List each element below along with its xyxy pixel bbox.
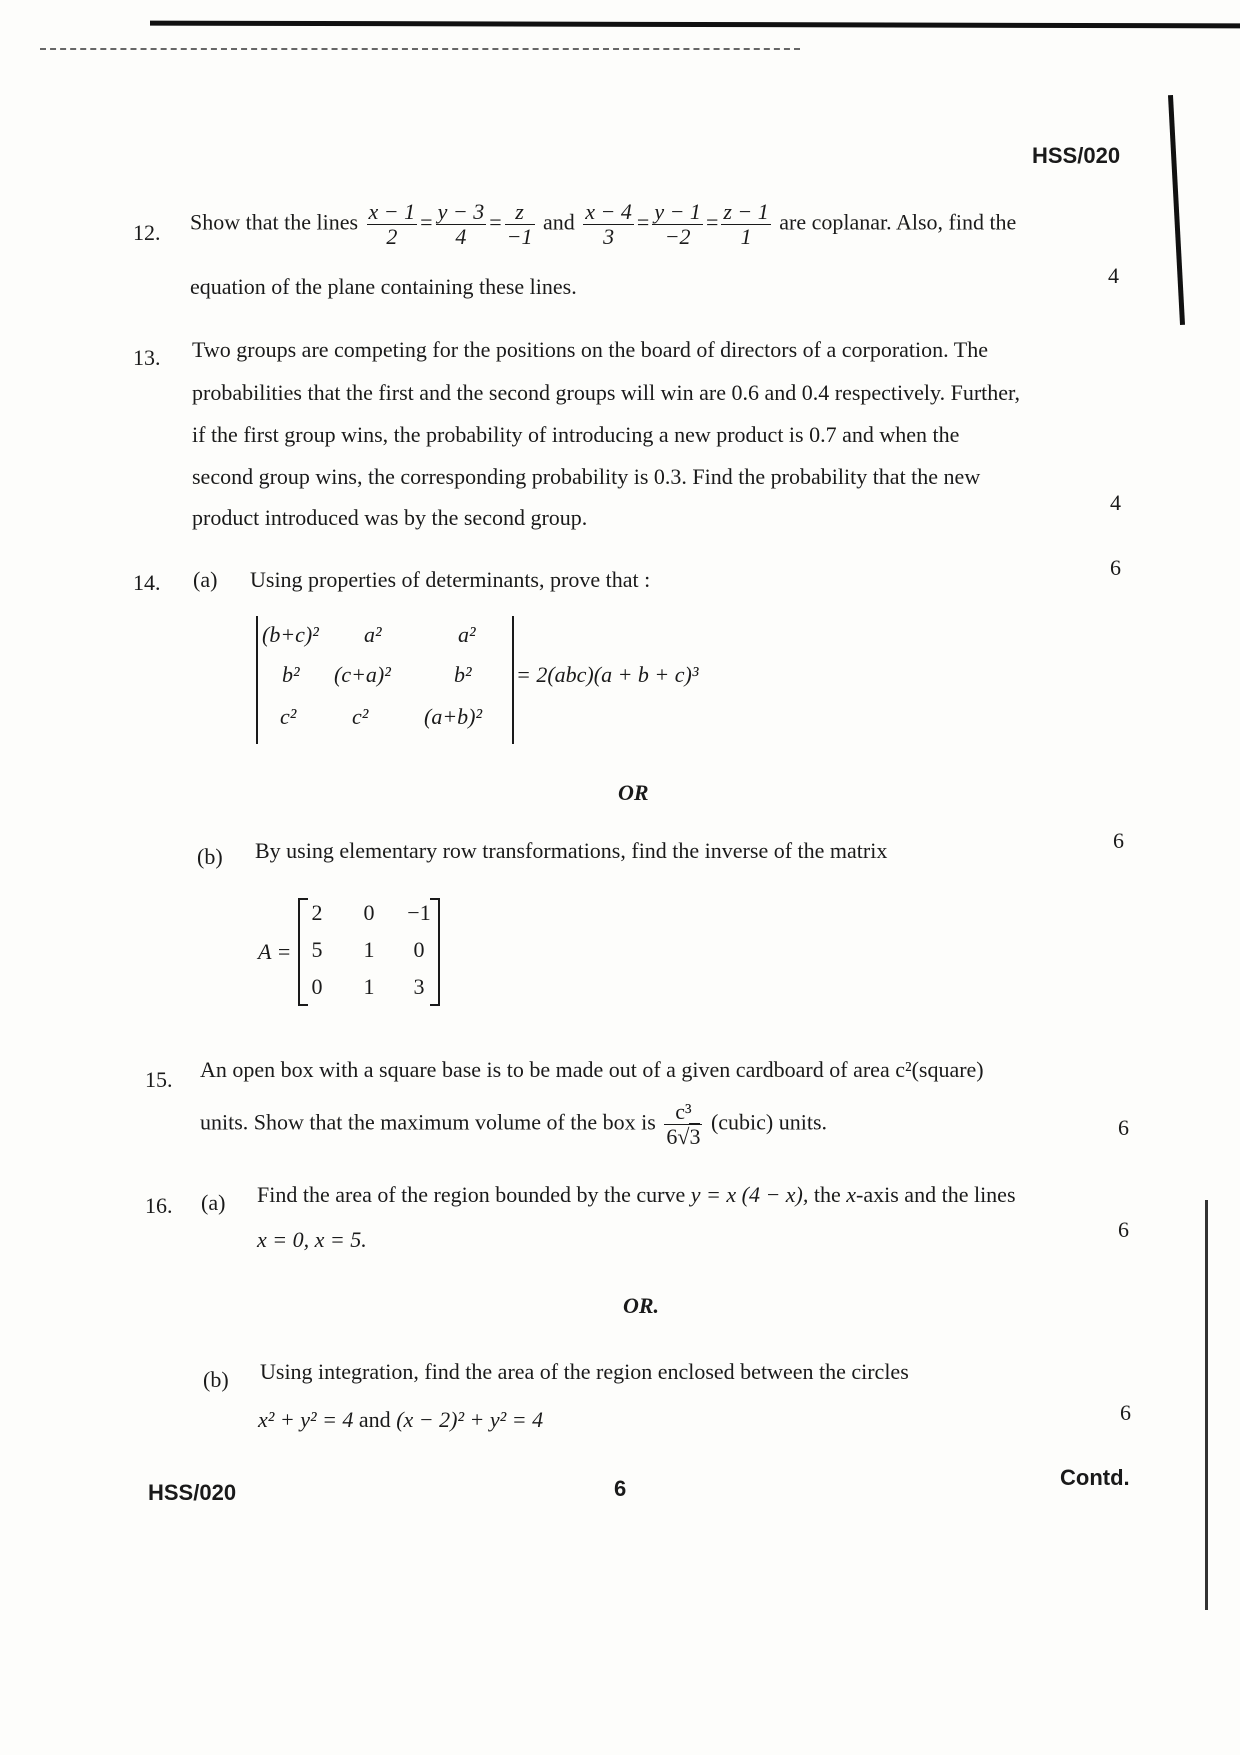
- q16a-text-3: -axis and the lines: [856, 1182, 1016, 1207]
- q14b-label: (b): [197, 844, 223, 869]
- q13-marks: 4: [1110, 490, 1121, 515]
- det-rhs: = 2(abc)(a + b + c)³: [516, 662, 699, 687]
- q14-number: 14.: [133, 570, 161, 595]
- matrix-cell: 3: [413, 974, 425, 999]
- q14-or: OR: [618, 780, 649, 805]
- det-cell: b²: [454, 662, 472, 687]
- matrix-cell: 1: [363, 974, 375, 999]
- top-dashed-rule: [40, 48, 800, 50]
- q16a-var: x: [846, 1182, 857, 1207]
- det-cell: b²: [282, 662, 300, 687]
- q12-text-1: Show that the lines: [190, 209, 359, 235]
- q16a-marks: 6: [1118, 1217, 1129, 1242]
- q13-line5: product introduced was by the second group.: [192, 505, 588, 530]
- q13-line1: Two groups are competing for the positions on the board of directors of a corporation. The: [192, 337, 988, 362]
- q12-fraction-6: $\frac{z - 1}{1}$: [723, 199, 769, 249]
- q12-and: and: [543, 209, 575, 235]
- q16b-marks: 6: [1120, 1400, 1131, 1425]
- q16a-line1: [257, 1180, 1016, 1210]
- det-cell: (b+c)²: [262, 622, 319, 647]
- q16a-text-1: Find the area of the region bounded by the curve: [257, 1182, 686, 1207]
- q16a-equation: y = x (4 − x),: [690, 1182, 809, 1207]
- q13-number: 13.: [133, 345, 161, 370]
- q15-marks: 6: [1118, 1115, 1129, 1140]
- matrix-name: A =: [258, 939, 292, 964]
- q12-fraction-3: $\frac{z}{-1}$: [506, 199, 533, 249]
- matrix-cell: 1: [363, 937, 375, 962]
- q13-line2: probabilities that the first and the second groups will win are 0.6 and 0.4 respectively. Further,: [192, 380, 1020, 405]
- matrix-cell: 5: [311, 937, 323, 962]
- det-cell: (c+a)²: [334, 662, 391, 687]
- q16b-line1: Using integration, find the area of the region enclosed between the circles: [260, 1359, 909, 1384]
- q12-fraction-5: $\frac{y - 1}{-2}$: [654, 199, 701, 249]
- matrix-cell: −1: [407, 900, 431, 925]
- q16a-label: (a): [201, 1190, 226, 1215]
- q13-line3: if the first group wins, the probability of introducing a new product is 0.7 and when the: [192, 422, 960, 447]
- det-cell: (a+b)²: [424, 704, 483, 729]
- det-cell: c²: [352, 704, 369, 729]
- matrix-cell: 0: [413, 937, 425, 962]
- header-code: HSS/020: [1032, 143, 1121, 168]
- q12-marks: 4: [1108, 263, 1119, 288]
- det-cell: c²: [280, 704, 297, 729]
- det-cell: a²: [364, 622, 382, 647]
- q12-fraction-4: $\frac{x - 4}{3}$: [585, 199, 632, 249]
- q16b-equation-2: (x − 2)² + y² = 4: [396, 1407, 544, 1432]
- footer-code: HSS/020: [148, 1480, 237, 1505]
- q14a-text: Using properties of determinants, prove that :: [250, 567, 651, 592]
- matrix-cell: 0: [311, 974, 323, 999]
- q14b-marks: 6: [1113, 828, 1124, 853]
- q16b-and: and: [358, 1407, 391, 1432]
- q16-or: OR.: [623, 1293, 660, 1318]
- q12-number: 12.: [133, 220, 161, 245]
- q16b-equation-1: x² + y² = 4: [258, 1407, 354, 1432]
- q14a-label: (a): [193, 567, 218, 592]
- q12-line1: Show that the lines $\frac{x - 1}{2}$ = $\frac{y - 3}{4}$ = $\frac{z}{-1}$ and $\frac{x - 4}{3}$ = $\frac{y - 1}{-2}$ = $\frac{z - 1}{1}$ are coplanar. Also, find the: [190, 199, 1017, 249]
- q12-fraction-2: $\frac{y - 3}{4}$: [437, 199, 485, 249]
- det-cell: a²: [458, 622, 476, 647]
- matrix-cell: 2: [311, 900, 323, 925]
- q16b-label: (b): [203, 1367, 229, 1392]
- contd-label: Contd.: [1060, 1465, 1130, 1490]
- determinant: [256, 616, 514, 744]
- q15-line1: An open box with a square base is to be made out of a given cardboard of area c²(square): [200, 1057, 984, 1082]
- q16b-line2: [258, 1405, 543, 1435]
- q15-line2: [200, 1100, 827, 1149]
- page-number: 6: [614, 1476, 627, 1501]
- top-rule: [150, 21, 1240, 29]
- q15-fraction: $\frac{\text{c³}}{6√3}$: [666, 1099, 701, 1149]
- q14b-text: By using elementary row transformations, find the inverse of the matrix: [255, 838, 888, 863]
- q15-text-3: (cubic) units.: [710, 1109, 828, 1135]
- q12-line2: equation of the plane containing these lines.: [190, 274, 577, 299]
- q12-text-2: are coplanar. Also, find the: [779, 209, 1017, 235]
- right-edge-line: [1205, 1200, 1208, 1610]
- q16-number: 16.: [145, 1193, 173, 1218]
- q14a-marks: 6: [1110, 555, 1121, 580]
- matrix-cell: 0: [363, 900, 375, 925]
- right-edge-mark: [1168, 95, 1185, 325]
- q16a-text-2: the: [813, 1182, 841, 1207]
- q13-line4: second group wins, the corresponding probability is 0.3. Find the probability that the new: [192, 464, 981, 489]
- q12-fraction-1: $\frac{x - 1}{2}$: [368, 199, 416, 249]
- q16a-line2: x = 0, x = 5.: [257, 1227, 367, 1252]
- q15-number: 15.: [145, 1067, 173, 1092]
- q15-text-2: units. Show that the maximum volume of the box is: [200, 1109, 656, 1135]
